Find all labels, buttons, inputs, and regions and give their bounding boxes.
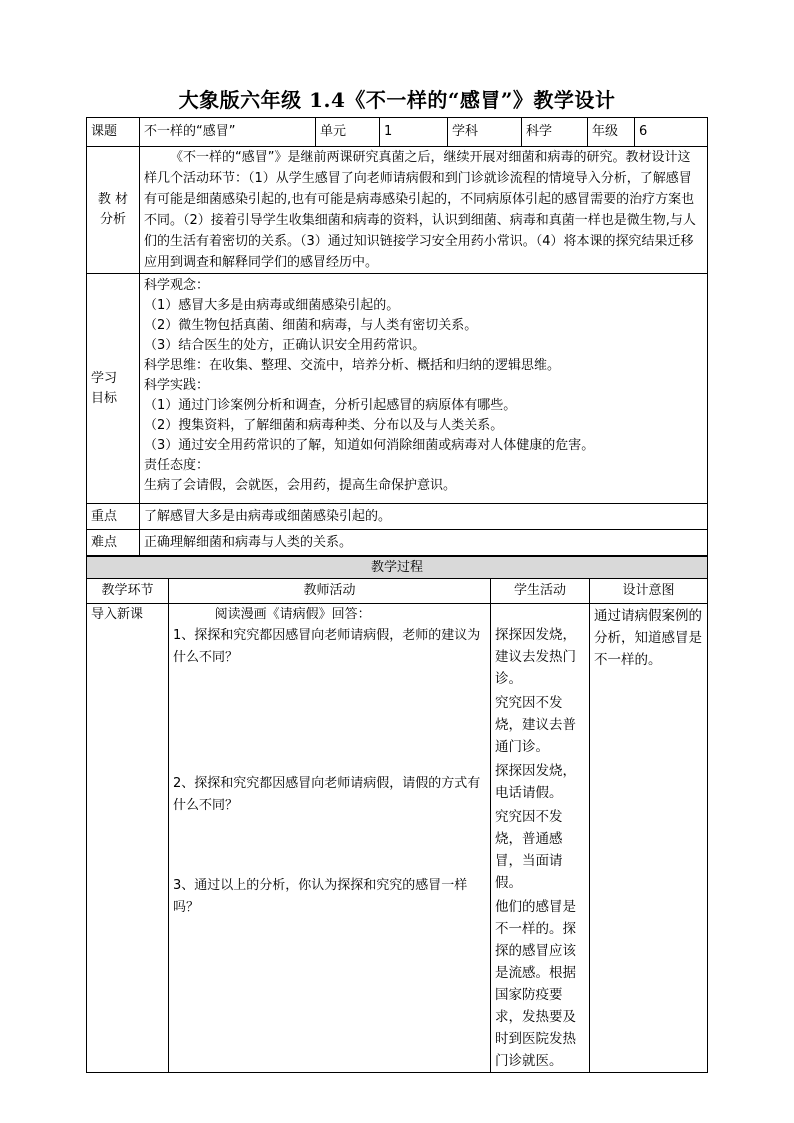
stage-cell: 导入新课: [87, 604, 169, 1073]
student-answer-5: 他们的感冒是不一样的。探探的感冒应该是流感。根据国家防疫要求，发热要及时到医院发热门诊就医。: [495, 899, 576, 1069]
teacher-intro: 阅读漫画《请病假》回答：: [214, 607, 371, 622]
objective-line: （3）通过安全用药常识的了解，知道如何消除细菌或病毒对人体健康的危害。: [144, 438, 595, 453]
design-intent-cell: 通过请病假案例的分析，知道感冒是不一样的。: [590, 604, 708, 1073]
objective-line: （1）感冒大多是由病毒或细菌感染引起的。: [144, 298, 400, 313]
grade-label: 年级: [588, 118, 635, 147]
objective-line: 科学观念：: [144, 278, 210, 293]
lesson-info-table: [86, 117, 708, 556]
subject-label: 学科: [448, 118, 522, 147]
analysis-text: 《不一样的“感冒”》是继前两课研究真菌之后，继续开展对细菌和病毒的研究。教材设计这样几个活动环节：（1）从学生感冒了向老师请病假和到门诊就诊流程的情境导入分析，了解感冒有可能是细菌感染引起的,也有可能是病毒感染引起的，不同病原体引起的感冒需要的治疗方案也不同。（2）接着引导学生收集细菌和病毒的资料，认识到细菌、病毒和真菌一样也是微生物,与人们的生活有着密切的关系。（3）通过知识链接学习安全用药小常识。（4）将本课的探究结果迁移应用到调查和解释同学们的感冒经历中。: [140, 147, 708, 274]
objective-line: （2）微生物包括真菌、细菌和病毒，与人类有密切关系。: [144, 318, 478, 333]
lesson-label: 课题: [87, 118, 140, 147]
objective-line: 科学思维：在收集、整理、交流中，培养分析、概括和归纳的逻辑思维。: [144, 358, 561, 373]
objective-line: 科学实践：: [144, 378, 210, 393]
process-row-intro: [87, 604, 708, 1073]
difficulty-label: 难点: [87, 530, 140, 556]
objective-line: （3）结合医生的处方，正确认识安全用药常识。: [144, 338, 426, 353]
student-answer-4: 究究因不发烧，普通感冒，当面请假。: [495, 809, 563, 891]
objectives-label: 学习 目标: [87, 274, 140, 504]
info-row: [87, 118, 708, 147]
grade-value: 6: [635, 118, 708, 147]
objectives-row: [87, 274, 708, 504]
lesson-value: 不一样的“感冒”: [140, 118, 316, 147]
difficulty-text: 正确理解细菌和病毒与人类的关系。: [140, 530, 708, 556]
objectives-text: [140, 274, 708, 504]
subject-value: 科学: [522, 118, 588, 147]
column-header-student: 学生活动: [491, 579, 590, 604]
analysis-row: [87, 147, 708, 274]
key-point-label: 重点: [87, 504, 140, 530]
objective-line: （2）搜集资料，了解细菌和病毒种类、分布以及与人类关系。: [144, 418, 504, 433]
objective-line: （1）通过门诊案例分析和调查，分析引起感冒的病原体有哪些。: [144, 398, 517, 413]
teacher-question-1: 1、探探和究究都因感冒向老师请病假，老师的建议为什么不同？: [173, 628, 481, 665]
process-header-row: [87, 557, 708, 579]
teacher-activity-cell: [169, 604, 491, 1073]
student-answer-3: 探探因发烧，电话请假。: [495, 763, 576, 801]
document-title: 大象版六年级 1.4《不一样的“感冒”》教学设计: [178, 88, 616, 112]
column-header-teacher: 教师活动: [169, 579, 491, 604]
key-point-row: [87, 504, 708, 530]
column-header-intent: 设计意图: [590, 579, 708, 604]
analysis-label: 教 材 分析: [87, 147, 140, 274]
teaching-process-table: [86, 556, 708, 1073]
objective-line: 生病了会请假，会就医，会用药，提高生命保护意识。: [144, 478, 457, 493]
teacher-question-2: 2、探探和究究都因感冒向老师请病假，请假的方式有什么不同？: [173, 776, 481, 813]
process-header: 教学过程: [87, 557, 708, 579]
process-columns-row: [87, 579, 708, 604]
objective-line: 责任态度：: [144, 458, 210, 473]
student-answer-2: 究究因不发烧，建议去普通门诊。: [495, 695, 576, 755]
student-answer-1: 探探因发烧，建议去发热门诊。: [495, 627, 576, 687]
unit-value: 1: [380, 118, 448, 147]
difficulty-row: [87, 530, 708, 556]
column-header-stage: 教学环节: [87, 579, 169, 604]
key-point-text: 了解感冒大多是由病毒或细菌感染引起的。: [140, 504, 708, 530]
unit-label: 单元: [316, 118, 380, 147]
student-activity-cell: [491, 604, 590, 1073]
teacher-question-3: 3、通过以上的分析，你认为探探和究究的感冒一样吗？: [173, 878, 468, 915]
